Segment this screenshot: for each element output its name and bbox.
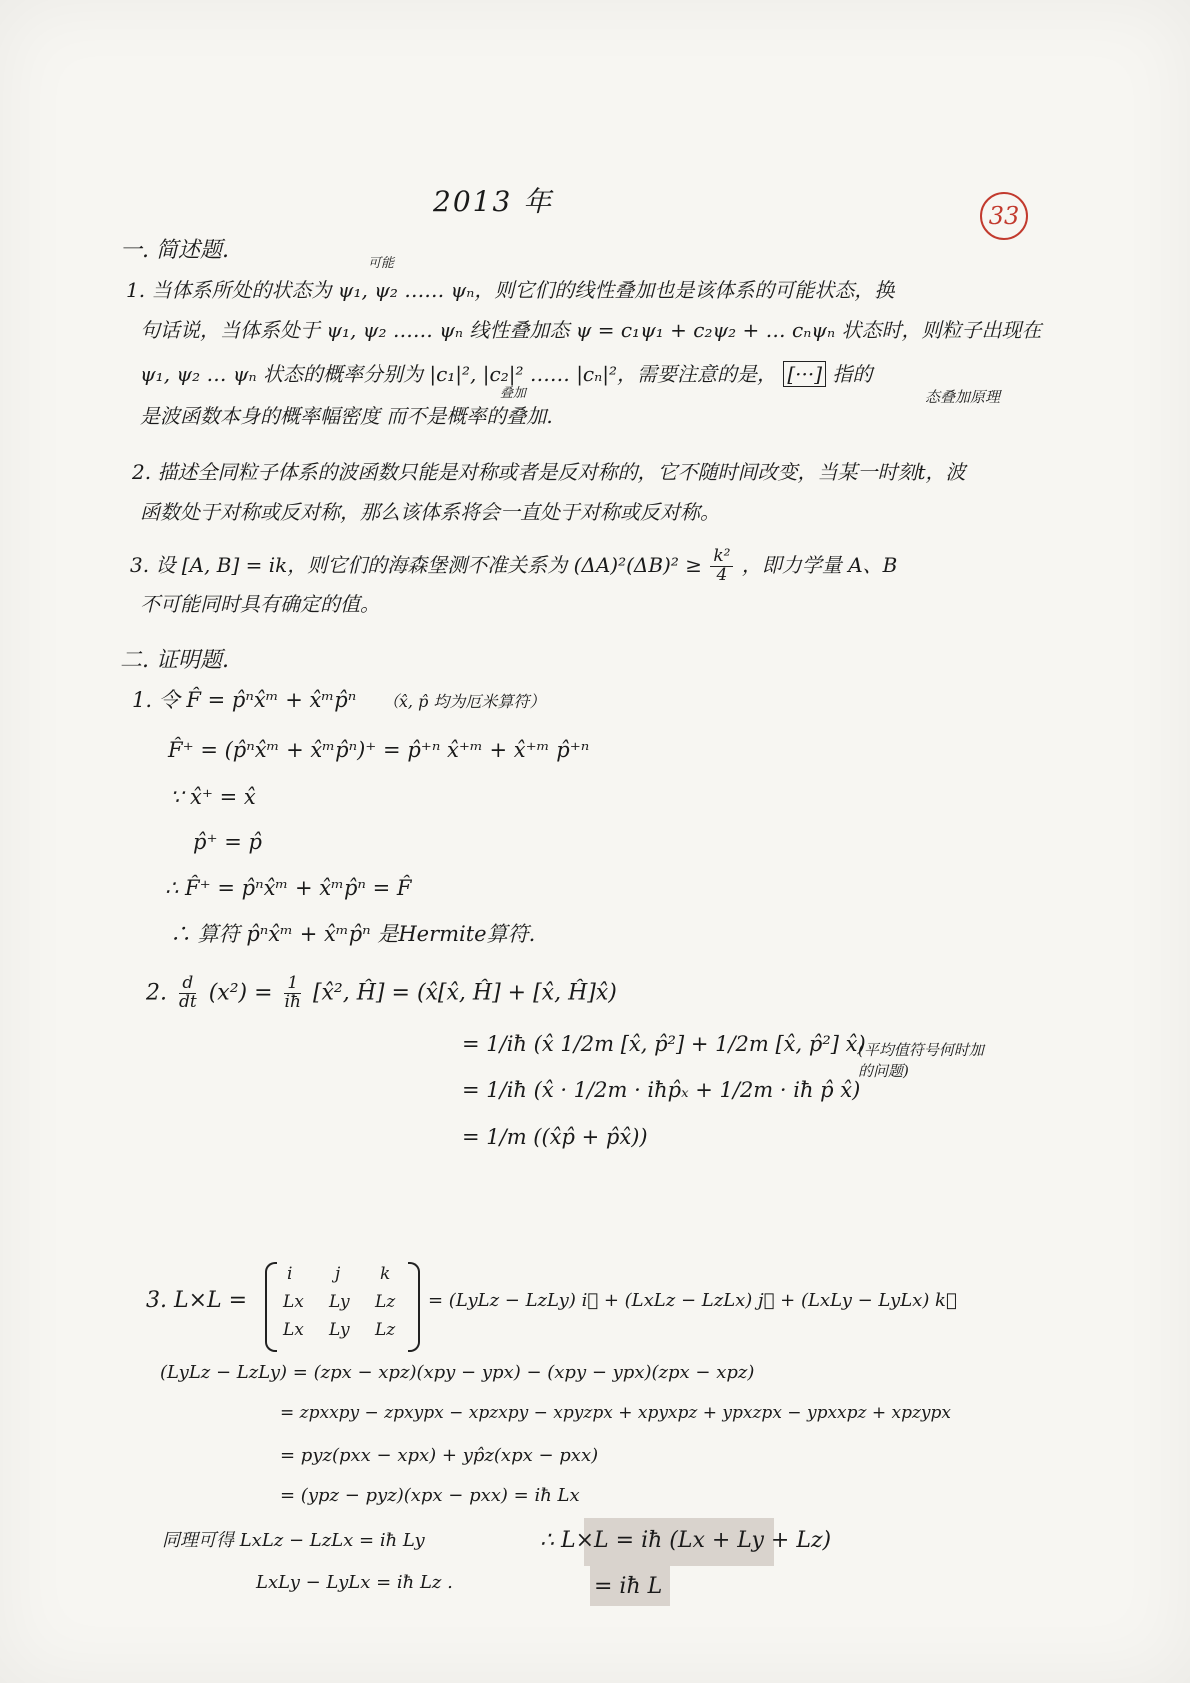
p2-lhs-num: d [179,975,196,994]
p2-lhs-den: dt [179,991,197,1012]
p3-same2: LxLy − LyLx = iħ Lz . [256,1572,453,1593]
p1-l1: 1. 令 F̂ = p̂ⁿx̂ᵐ + x̂ᵐp̂ⁿ [132,688,357,712]
p2-side-note: (平均值符号何时加 的问题) [858,1041,984,1080]
section-heading-proofs: 二. 证明题. [120,648,229,673]
q3-frac-den: 4 [716,564,728,585]
q1-line2: 句话说，当体系处于 ψ₁, ψ₂ …… ψₙ 线性叠加态 ψ = c₁ψ₁ + c₂ψ₂ + … cₙψₙ 状态时，则粒子出现在 [140,318,1042,342]
p2-lhs-rest: (x²) = [208,980,273,1006]
matrix-cell: j [335,1264,341,1284]
q1-line4: 是波函数本身的概率幅密度 而不是概率的叠加. [140,404,553,428]
q3-line1b: ，即力学量 A、B [741,552,898,577]
p2-line4: = 1/m ((x̂p̂ + p̂x̂)) [462,1125,648,1149]
p1-line6: ∴ 算符 p̂ⁿx̂ᵐ + x̂ᵐp̂ⁿ 是Hermite算符. [170,922,536,946]
p3-lhs: 3. L×L = [146,1288,248,1313]
q1-line3-end: 指的 [832,362,873,386]
q3-fraction [710,548,733,585]
matrix-cell: Lx [283,1292,304,1312]
matrix-cell: Ly [329,1292,350,1312]
q1-side-note: 态叠加原理 [925,388,1001,406]
q1-line3 [140,362,872,386]
q1-line3-boxed: [···] [783,361,826,387]
p3-line3: = pyz(pxx − xpx) + yp̂z(xpx − pxx) [280,1445,599,1466]
p2-lhs-frac [176,975,200,1012]
p1-l1-note: （x̂, p̂ 均为厄米算符） [382,692,546,711]
q1-line4-above: 叠加 [500,386,527,401]
p1-line1 [132,688,545,713]
p3-conclusion1: ∴ L×L = iħ (Lx + Ly + Lz) [540,1528,832,1553]
matrix-cell: Ly [329,1320,350,1340]
p3-conclusion2: = iħ L [594,1574,663,1599]
page-title: 2013 年 [433,185,554,218]
q3-line1a: 3. 设 [A, B] = ik，则它们的海森堡测不准关系为 (ΔA)²(ΔB)² ≥ [130,552,702,577]
p2-r1-frac [282,975,304,1012]
p2-line2: = 1/iħ (x̂ 1/2m [x̂, p̂²] + 1/2m [x̂, p̂²] x̂) [462,1032,866,1056]
p1-line3: ∵ x̂⁺ = x̂ [170,785,256,809]
matrix-cell: Lz [375,1320,396,1340]
q3-line2: 不可能同时具有确定的值。 [140,592,380,616]
section-heading-short-answer: 一. 简述题. [120,238,229,263]
p3-line4: = (ypz − pyz)(xpx − pxx) = iħ Lx [280,1485,580,1506]
p2-line3: = 1/iħ (x̂ · 1/2m · iħp̂ₓ + 1/2m · iħ p̂ x̂) [462,1078,861,1102]
cross-product-determinant [265,1262,420,1350]
p3-line2: = zpxxpy − zpxypx − xpzxpy − xpyzpx + xpyxpz + ypxzpx − ypxxpz + xpzypx [280,1403,952,1423]
page-number-circle: 33 [980,192,1028,240]
p3-rhs: = (LyLz − LzLy) i⃗ + (LxLz − LzLx) j⃗ + (LxLy − LyLx) k⃗ [428,1290,957,1311]
matrix-cell: Lx [283,1320,304,1340]
q1-line1: 1. 当体系所处的状态为 ψ₁, ψ₂ …… ψₙ，则它们的线性叠加也是该体系的可能状态，换 [126,278,895,302]
p1-line2: F̂⁺ = (p̂ⁿx̂ᵐ + x̂ᵐp̂ⁿ)⁺ = p̂⁺ⁿ x̂⁺ᵐ + x̂⁺ᵐ p̂⁺ⁿ [168,738,590,762]
q2-line2: 函数处于对称或反对称，那么该体系将会一直处于对称或反对称。 [140,500,720,524]
q3-frac-num: k² [710,548,733,567]
p2-line1: 2. $\frac{d}{dt}$ (x²) = $\frac{1}{iħ}$ [x̂², Ĥ] = (x̂[x̂, Ĥ] + [x̂, Ĥ]x̂) [146,973,617,1012]
matrix-cell: k [380,1264,391,1284]
matrix-cell: i [287,1264,293,1284]
p2-r1b: (x̂[x̂, Ĥ] + [x̂, Ĥ]x̂) [416,980,617,1006]
p2-r1: [x̂², Ĥ] = [312,980,410,1006]
p1-line5: ∴ F̂⁺ = p̂ⁿx̂ᵐ + x̂ᵐp̂ⁿ = F̂ [165,876,412,900]
q2-line1: 2. 描述全同粒子体系的波函数只能是对称或者是反对称的，它不随时间改变，当某一时刻t，波 [132,460,966,484]
p3-same1: 同理可得 LxLz − LzLx = iħ Ly [162,1530,425,1551]
p1-line4: p̂⁺ = p̂ [193,830,262,854]
p2-r1-den: iħ [284,991,301,1012]
q1-above-note: 可能 [368,256,395,271]
q3-line1 [130,548,897,585]
matrix-cell: Lz [375,1292,396,1312]
p2-r1-num: 1 [284,975,301,994]
p3-line1: (LyLz − LzLy) = (zpx − xpz)(xpy − ypx) − (xpy − ypx)(zpx − xpz) [160,1362,755,1383]
q1-line3-text: ψ₁, ψ₂ … ψₙ 状态的概率分别为 |c₁|², |c₂|² …… |cₙ|²，需要注意的是， [140,362,777,386]
